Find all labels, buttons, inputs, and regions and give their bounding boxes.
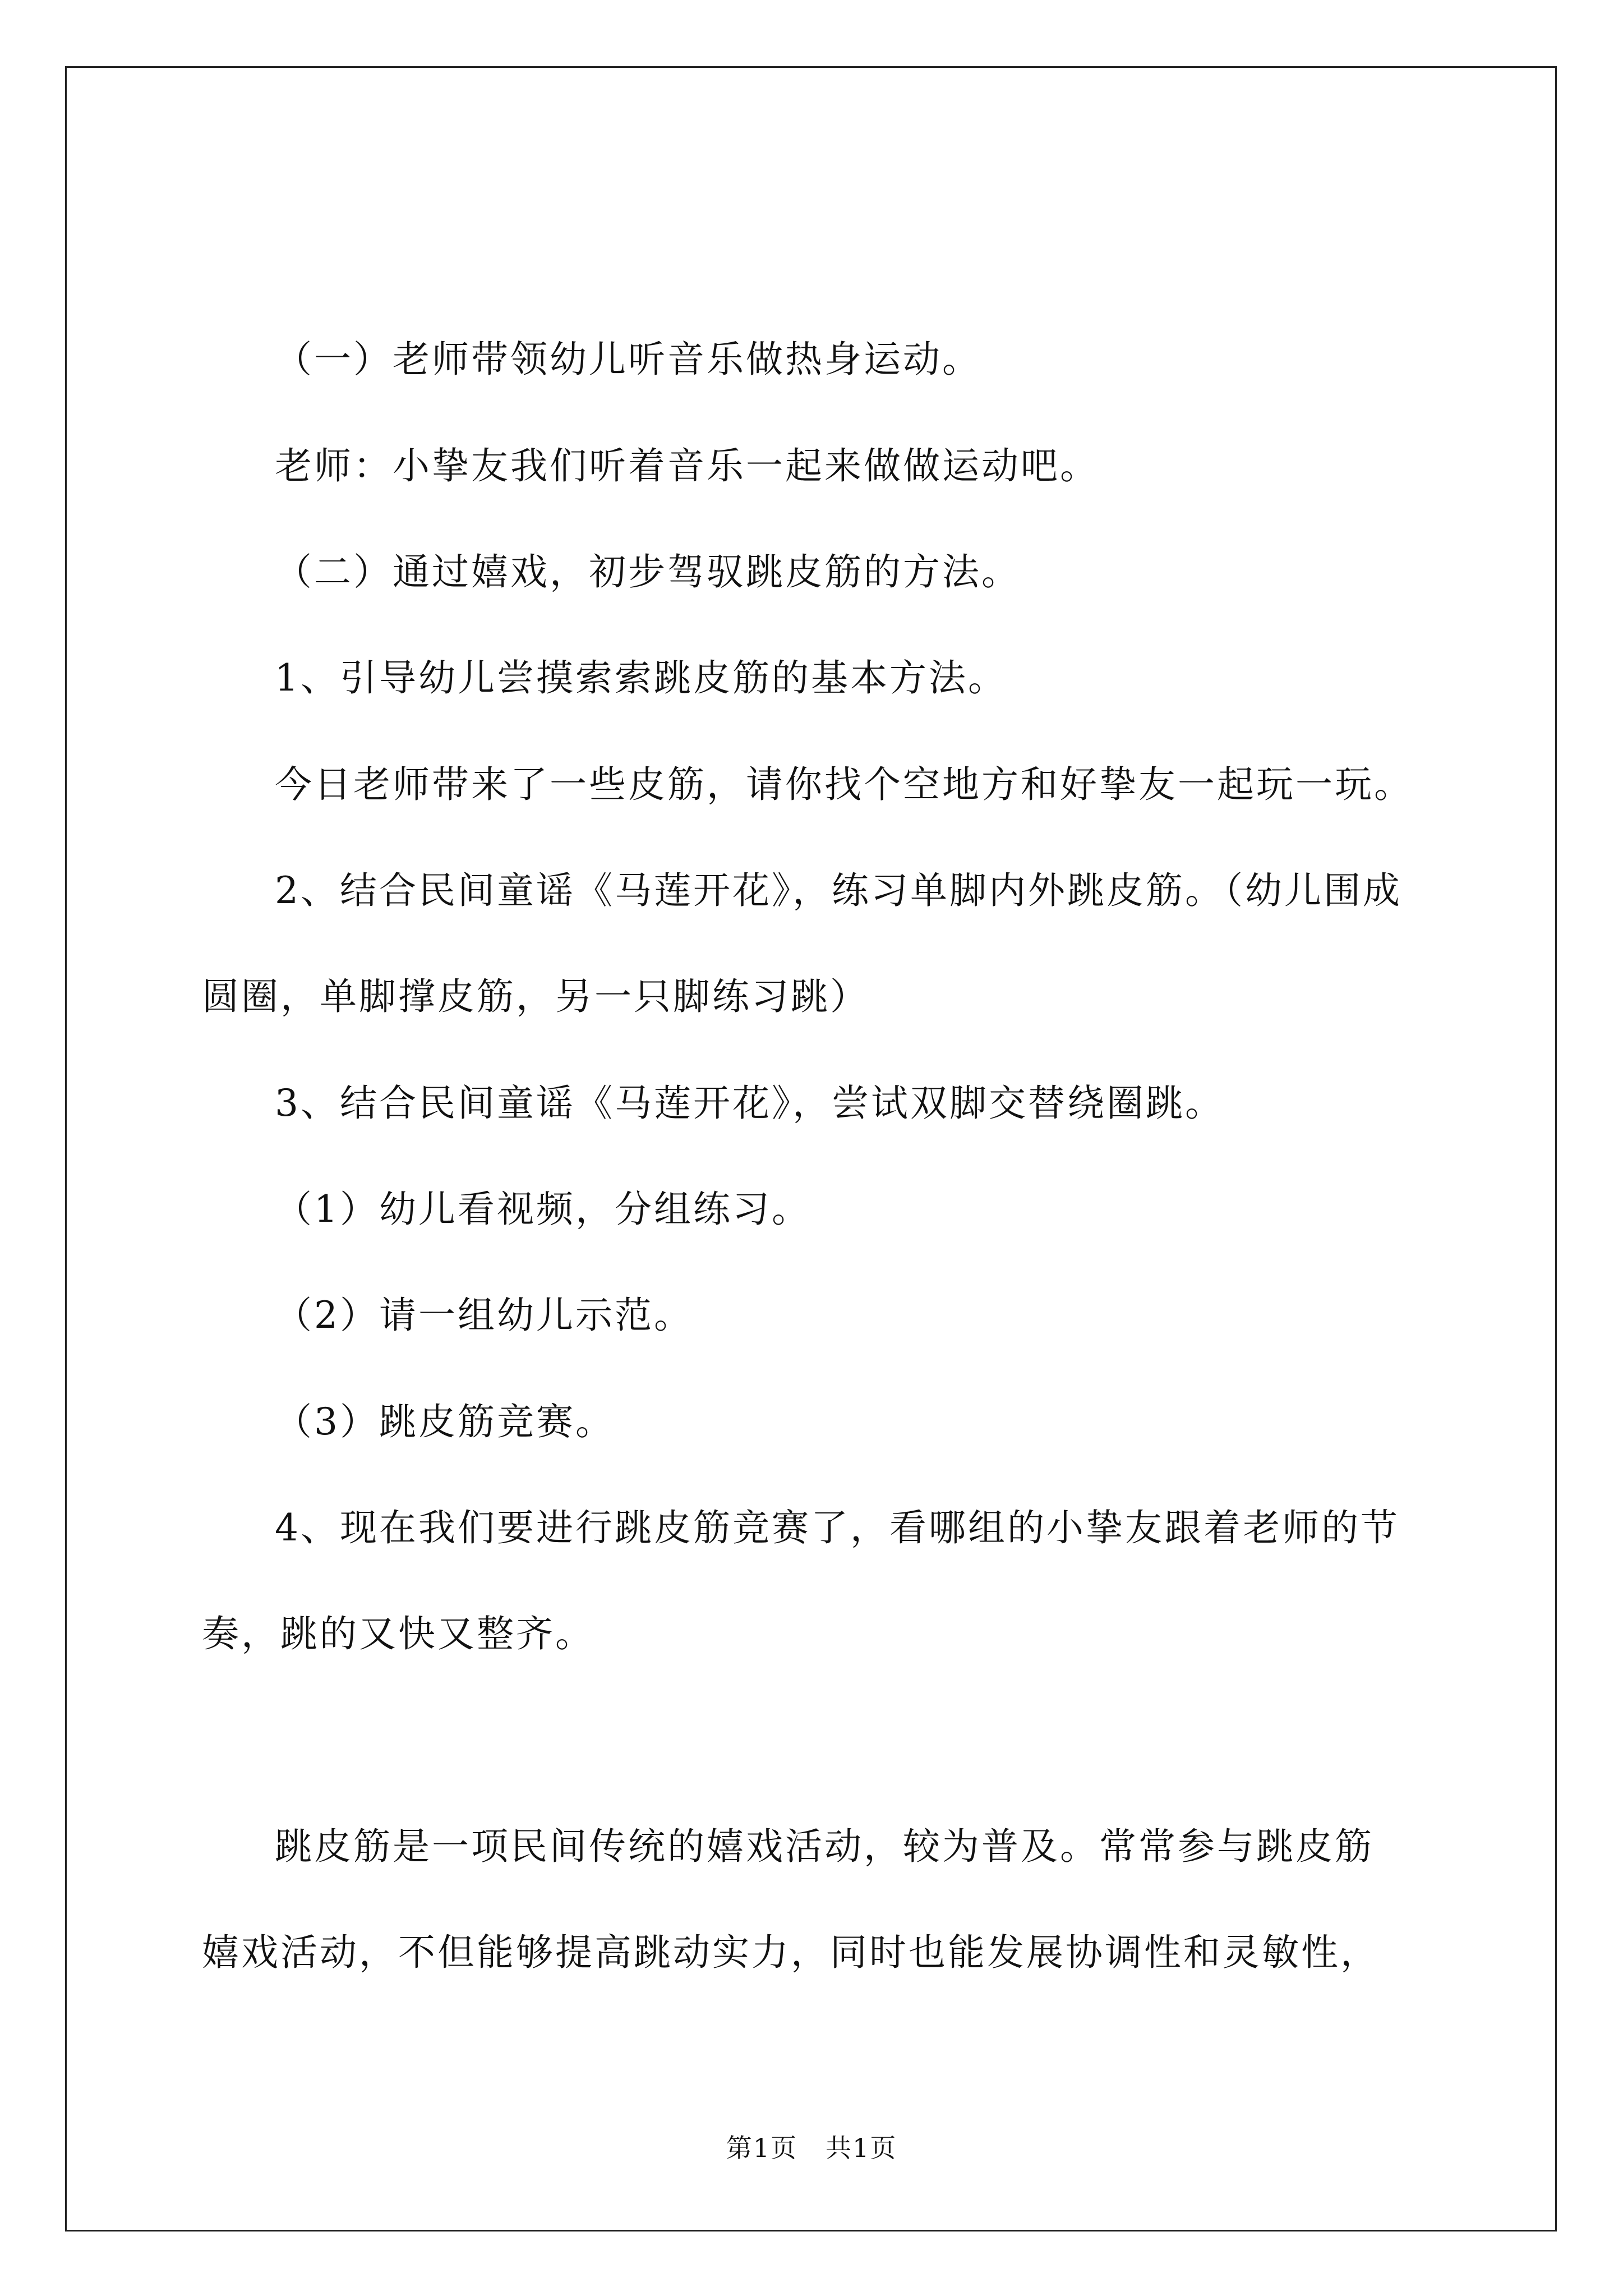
text-line: （一）老师带领幼儿听音乐做热身运动。 — [275, 338, 981, 381]
page-footer — [0, 2135, 1623, 2161]
page-total: 共1页 — [826, 2133, 897, 2163]
text-line: 3、结合民间童谣《马莲开花》，尝试双脚交替绕圈跳。 — [275, 1082, 1224, 1125]
text-line: （3）跳皮筋竞赛。 — [275, 1400, 615, 1443]
text-line: 圆圈，单脚撑皮筋，另一只脚练习跳） — [202, 975, 869, 1018]
page-border — [65, 66, 1557, 2231]
text-line: 跳皮筋是一项民间传统的嬉戏活动，较为普及。常常参与跳皮筋 — [275, 1825, 1374, 1868]
text-line: （二）通过嬉戏，初步驾驭跳皮筋的方法。 — [275, 550, 1021, 593]
text-line: 今日老师带来了一些皮筋，请你找个空地方和好挚友一起玩一玩。 — [275, 763, 1413, 806]
page-current: 第1页 — [726, 2133, 797, 2163]
text-line: 嬉戏活动，不但能够提高跳动实力，同时也能发展协调性和灵敏性， — [202, 1931, 1380, 1974]
text-line: 1、引导幼儿尝摸索索跳皮筋的基本方法。 — [275, 656, 1007, 700]
text-line: 2、结合民间童谣《马莲开花》，练习单脚内外跳皮筋。（幼儿围成 — [275, 869, 1402, 912]
text-line: （2）请一组幼儿示范。 — [275, 1294, 693, 1337]
text-line: 4、现在我们要进行跳皮筋竞赛了，看哪组的小挚友跟着老师的节 — [275, 1506, 1400, 1549]
text-line: 奏，跳的又快又整齐。 — [202, 1612, 594, 1655]
text-line: 老师：小挚友我们听着音乐一起来做做运动吧。 — [275, 444, 1099, 487]
text-line: （1）幼儿看视频，分组练习。 — [275, 1188, 811, 1231]
